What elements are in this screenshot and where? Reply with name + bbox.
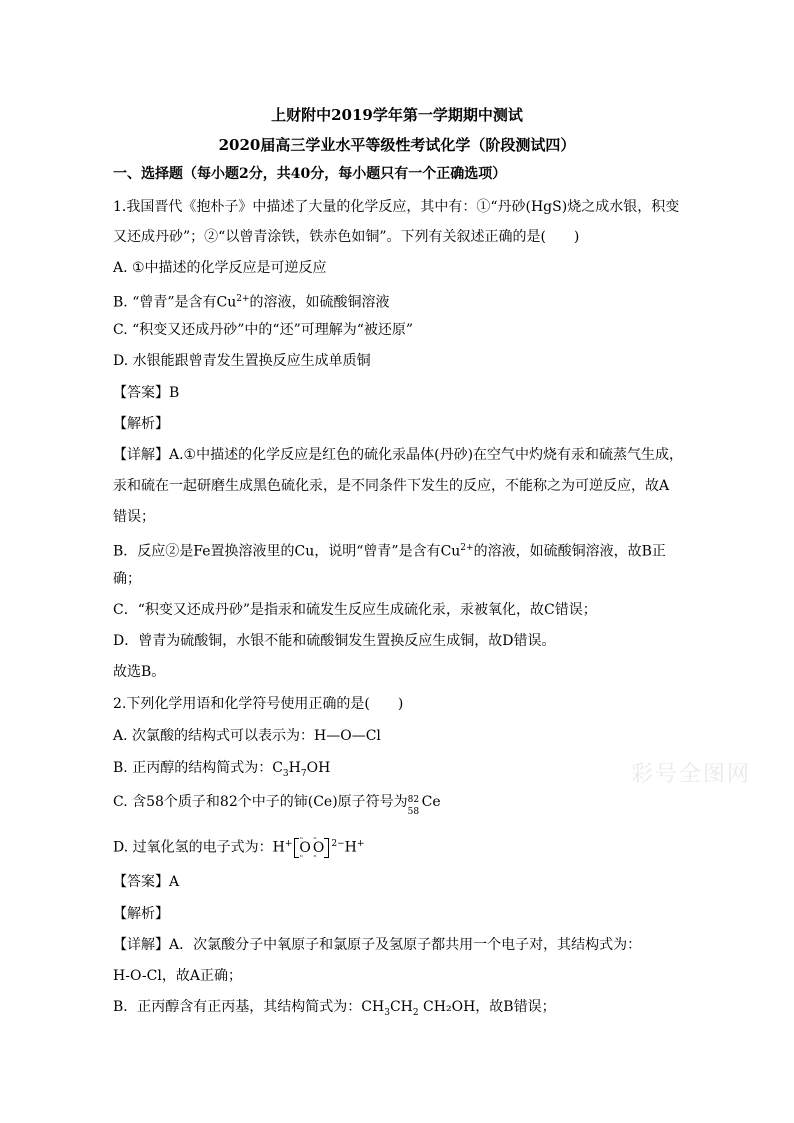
q2-option-a: A. 次氯酸的结构式可以表示为：H—O—Cl	[113, 728, 381, 744]
q2-answer: 【答案】A	[113, 874, 180, 890]
watermark: 彩号全图网	[631, 762, 752, 787]
q2-detail-3: B．正丙醇含有正丙基，其结构简式为：$CH_3CH_2$ CH₂OH，故B错误；	[113, 999, 556, 1018]
q1-detail-4: B．反应②是Fe置换溶液里的Cu，说明“曾青”是含有$Cu^{2+}$的溶液，如硫酸铜溶液，故B正	[113, 543, 666, 560]
q2-stem: 2.下列化学用语和化学符号使用正确的是( )	[113, 696, 404, 712]
q1-detail-7: D．曾青为硫酸铜，水银不能和硫酸铜发生置换反应生成铜，故D错误。	[113, 633, 556, 649]
q1-detail-6: C．“积变又还成丹砂”是指汞和硫发生反应生成硫化汞，汞被氧化，故C错误；	[113, 602, 597, 618]
exam-title: 上财附中2019学年第一学期期中测试	[271, 106, 523, 124]
q1-analysis: 【解析】	[113, 416, 169, 432]
q1-answer: 【答案】B	[113, 385, 180, 401]
q1-stem-line1: 1.我国晋代《抱朴子》中描述了大量的化学反应，其中有：①“丹砂(HgS)烧之成水银，积变	[113, 199, 680, 215]
q2-analysis: 【解析】	[113, 906, 169, 922]
exam-subtitle: 2020届高三学业水平等级性考试化学（阶段测试四）	[218, 136, 576, 154]
electron-formula: ·· O ···· O ··	[294, 838, 329, 858]
q2-option-d: D. 过氧化氢的电子式为：H+ ·· O ···· O ·· $^{2-}$H+	[113, 834, 364, 858]
q1-option-c: C. “积变又还成丹砂”中的“还”可理解为“被还原”	[113, 322, 414, 338]
q1-option-b: B. “曾青”是含有$Cu^{2+}$的溶液，如硫酸铜溶液	[113, 294, 390, 311]
q2-option-c: C. 含58个质子和82个中子的铈(Ce)原子符号为 82 58 Ce	[113, 794, 441, 817]
q1-stem-line2: 又还成丹砂”；②“以曾青涂铁，铁赤色如铜”。下列有关叙述正确的是( )	[113, 229, 580, 245]
q2-detail-1: 【详解】A．次氯酸分子中氧原子和氯原子及氢原子都共用一个电子对，其结构式为：	[113, 937, 642, 953]
section-heading: 一、选择题（每小题2分，共40分，每小题只有一个正确选项）	[113, 166, 507, 182]
q2-option-b: B. 正丙醇的结构简式为：$C_3H_7OH$	[113, 760, 331, 779]
q1-detail-3: 错误；	[113, 509, 155, 525]
q2-detail-2: H-O-Cl，故A正确；	[113, 968, 242, 984]
q1-detail-5: 确；	[113, 571, 141, 587]
q1-conclusion: 故选B。	[113, 664, 166, 680]
q1-detail-1: 【详解】A.①中描述的化学反应是红色的硫化汞晶体(丹砂)在空气中灼烧有汞和硫蒸气生成，	[113, 447, 684, 463]
isotope-notation: 82 58	[407, 795, 420, 817]
q1-detail-2: 汞和硫在一起研磨生成黑色硫化汞，是不同条件下发生的反应，不能称之为可逆反应，故A	[113, 478, 670, 494]
q1-option-d: D. 水银能跟曾青发生置换反应生成单质铜	[113, 353, 371, 369]
q1-option-a: A. ①中描述的化学反应是可逆反应	[113, 260, 327, 276]
